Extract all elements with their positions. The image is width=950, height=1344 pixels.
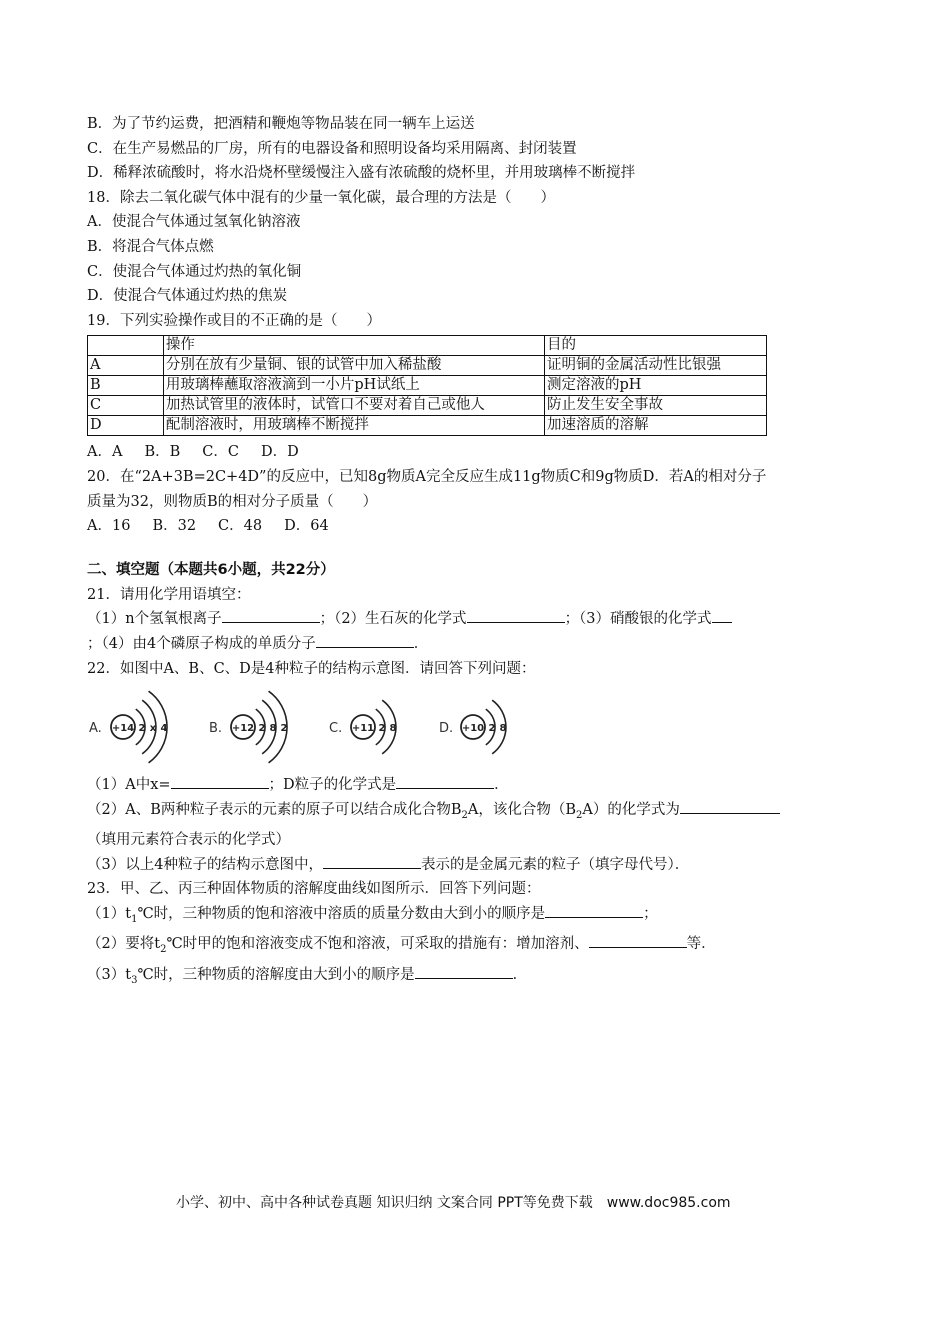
table-cell: 分别在放有少量铜、银的试管中加入稀盐酸 (163, 356, 544, 376)
answer-blank[interactable] (316, 632, 414, 648)
q19-option-c: C．C (202, 444, 239, 461)
answer-blank[interactable] (415, 963, 513, 979)
table-header-row (88, 336, 767, 356)
q22-sub2-a: （2）A、B两种粒子表示的元素的原子可以结合成化合物B (87, 801, 462, 818)
answer-blank[interactable] (589, 932, 687, 948)
q21-stem: 21．请用化学用语填空： (87, 586, 251, 603)
shell-electron-count: 2 (138, 723, 146, 735)
q18-stem: 18．除去二氧化碳气体中混有的少量一氧化碳，最合理的方法是（ ） (87, 189, 555, 206)
subscript: 3 (131, 974, 138, 986)
table-row (88, 356, 767, 376)
table-row (88, 396, 767, 416)
q22-sub2-c: A）的化学式为 (582, 801, 680, 818)
shell-electron-count: 8 (499, 723, 507, 735)
answer-blank[interactable] (171, 773, 269, 789)
q20-stem-line2: 质量为32，则物质B的相对分子质量（ ） (87, 493, 378, 510)
particle-structure-diagrams (89, 687, 649, 767)
answer-blank[interactable] (545, 902, 643, 918)
particle-label: B. (209, 721, 223, 737)
q20-stem-line1: 20．在“2A+3B=2C+4D”的反应中，已知8g物质A完全反应生成11g物质C和9g物质D．若A的相对分子 (87, 468, 767, 485)
q23-sub3-c: ． (512, 966, 528, 983)
subscript: 2 (160, 944, 167, 956)
answer-blank[interactable] (323, 853, 421, 869)
q21-part1: （1）n个氢氧根离子 (87, 611, 222, 628)
q21-part2: ；（2）生石灰的化学式 (319, 611, 467, 628)
q19-option-b: B．B (144, 444, 181, 461)
shell-electron-count: 2 (488, 723, 496, 735)
table-row (88, 376, 767, 396)
q22-sub2-note: （填用元素符合表示的化学式） (87, 832, 290, 849)
answer-blank[interactable] (712, 607, 732, 623)
table-cell: D (88, 416, 164, 436)
table-header-cell (88, 336, 164, 356)
table-cell: 加热试管里的液体时，试管口不要对着自己或他人 (163, 396, 544, 416)
q23-sub3-a: （3）t (87, 966, 132, 983)
shell-electron-count: 2 (378, 723, 386, 735)
q19-options (87, 440, 867, 465)
shell-electron-count: 4 (160, 723, 168, 735)
table-cell: 加速溶质的溶解 (544, 416, 766, 436)
q22-sub2 (87, 798, 867, 828)
table-cell: 测定溶液的pH (544, 376, 766, 396)
q17-option-b: B．为了节约运费，把酒精和鞭炮等物品装在同一辆车上运送 (87, 116, 475, 132)
q19-table (87, 335, 767, 436)
q23-sub2 (87, 932, 867, 962)
q22-sub3-b: 表示的是金属元素的粒子（填字母代号）． (420, 856, 690, 873)
q23-sub3 (87, 963, 867, 993)
q20-options (87, 514, 867, 539)
particle-label: C. (329, 721, 343, 737)
shell-electron-count: 2 (280, 723, 288, 735)
subscript: 2 (461, 809, 468, 821)
q19-option-d: D．D (260, 444, 299, 461)
q18-option-b: B．将混合气体点燃 (87, 238, 214, 255)
shell-electron-count: 8 (269, 723, 277, 735)
exam-page (87, 112, 867, 993)
particle-label: A. (89, 721, 102, 737)
q21-part4: ；（4）由4个磷原子构成的单质分子 (87, 635, 316, 652)
q22-sub1-b: ；D粒子的化学式是 (268, 777, 397, 794)
q23-sub3-b: ℃时，三种物质的溶解度由大到小的顺序是 (137, 966, 415, 983)
q22-sub2-b: A，该化合物（B (467, 801, 577, 818)
q18-option-d: D．使混合气体通过灼热的焦炭 (87, 288, 288, 305)
table-cell: B (88, 376, 164, 396)
answer-blank[interactable] (396, 773, 494, 789)
q23-sub2-a: （2）要将t (87, 936, 161, 953)
table-cell: 防止发生安全事故 (544, 396, 766, 416)
q23-stem: 23．甲、乙、丙三种固体物质的溶解度曲线如图所示．回答下列问题： (87, 881, 541, 898)
q19-option-a: A．A (87, 444, 123, 461)
q23-sub1 (87, 902, 867, 932)
shell-electron-count: 2 (258, 723, 266, 735)
q22-sub3 (87, 853, 867, 878)
subscript: 1 (131, 913, 138, 925)
shell-electron-count: x (149, 723, 157, 735)
table-header-cell: 操作 (163, 336, 544, 356)
q22-sub1-c: ． (494, 777, 509, 794)
q23-sub1-a: （1）t (87, 905, 132, 922)
q18-option-c: C．使混合气体通过灼热的氧化铜 (87, 263, 302, 280)
q22-stem: 22．如图中A、B、C、D是4种粒子的结构示意图．请回答下列问题： (87, 660, 536, 677)
q22-sub1-a: （1）A中x= (87, 777, 171, 794)
answer-blank[interactable] (680, 798, 780, 814)
q20-option-d: D．64 (284, 518, 329, 535)
q19-stem: 19．下列实验操作或目的不正确的是（ ） (87, 312, 381, 329)
q17-option-d: D．稀释浓硫酸时，将水沿烧杯壁缓慢注入盛有浓硫酸的烧杯里，并用玻璃棒不断搅拌 (87, 165, 636, 182)
q21-part3: ；（3）硝酸银的化学式 (564, 611, 712, 628)
nucleus-charge: +11 (351, 723, 375, 735)
shell-electron-count: 8 (389, 723, 397, 735)
table-header-cell: 目的 (544, 336, 766, 356)
q23-sub2-c: 等． (686, 936, 716, 953)
nucleus-charge: +14 (111, 723, 135, 735)
answer-blank[interactable] (222, 607, 320, 623)
q22-sub3-a: （3）以上4种粒子的结构示意图中， (87, 856, 323, 873)
subscript: 2 (576, 809, 583, 821)
page-footer: 小学、初中、高中各种试卷真题 知识归纳 文案合同 PPT等免费下载 www.doc985.com (176, 1195, 731, 1211)
nucleus-charge: +10 (461, 723, 485, 735)
particle-diagram-svg (89, 687, 649, 767)
table-cell: 用玻璃棒蘸取溶液滴到一小片pH试纸上 (163, 376, 544, 396)
answer-blank[interactable] (467, 607, 565, 623)
q23-sub2-b: ℃时甲的饱和溶液变成不饱和溶液，可采取的措施有：增加溶剂、 (166, 936, 589, 953)
q18-option-a: A．使混合气体通过氢氧化钠溶液 (87, 214, 301, 231)
table-cell: A (88, 356, 164, 376)
table-cell: C (88, 396, 164, 416)
nucleus-charge: +12 (231, 723, 255, 735)
table-cell: 证明铜的金属活动性比银强 (544, 356, 766, 376)
q20-option-b: B．32 (152, 518, 197, 535)
q20-option-a: A．16 (87, 518, 131, 535)
q23-sub1-b: ℃时，三种物质的饱和溶液中溶质的质量分数由大到小的顺序是 (137, 905, 546, 922)
q20-option-c: C．48 (218, 518, 263, 535)
particle-label: D. (439, 721, 454, 737)
table-row (88, 416, 767, 436)
table-cell: 配制溶液时，用玻璃棒不断搅拌 (163, 416, 544, 436)
q17-option-c: C．在生产易燃品的厂房，所有的电器设备和照明设备均采用隔离、封闭装置 (87, 140, 577, 157)
q22-sub1 (87, 773, 867, 798)
q21-line1 (87, 607, 867, 632)
q23-sub1-c: ； (643, 905, 658, 922)
q21-end: ． (413, 635, 429, 652)
q21-line2 (87, 632, 867, 657)
section-title-fill-in: 二、填空题（本题共6小题，共22分） (87, 561, 335, 578)
